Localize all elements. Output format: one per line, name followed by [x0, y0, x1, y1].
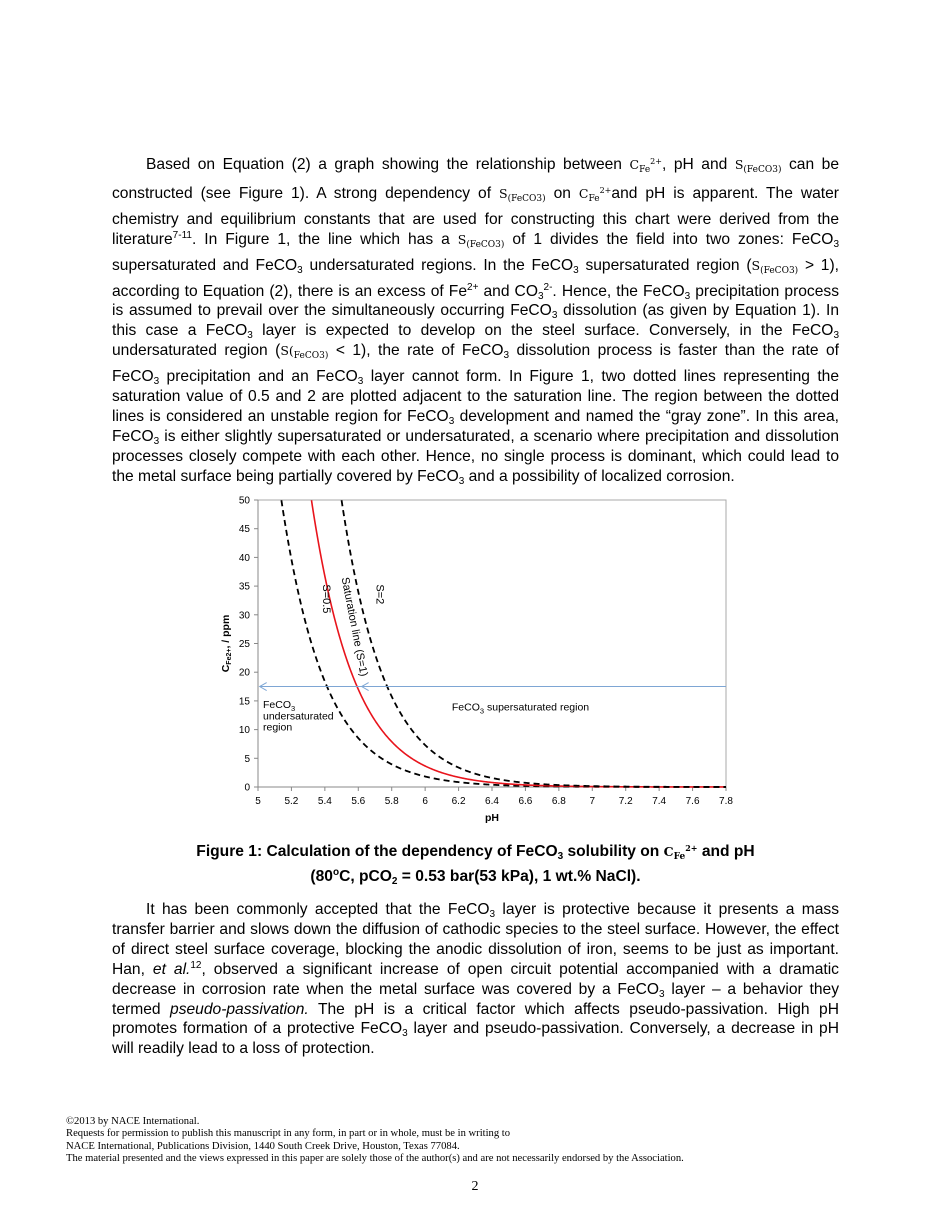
s-feco3-symbol: S(FeCO3): [498, 185, 546, 204]
footer-line: Requests for permission to publish this manuscript in any form, in part or in whole, must be in writing to: [66, 1128, 511, 1140]
y-tick-label: 20: [238, 667, 250, 679]
paragraph-1: Based on Equation (2) a graph showing the relationship between CFe$^{2+}$, pH and S(FeCO3) can be constructed (see Figure 1). A strong dependency of S(FeCO3) on CFe$^{2+}$and pH is apparent. The water chemistry and equilibrium constants that are used for constructing this chart were derived from the literature$^{7-11}$. In Figure 1, the line which has a S(FeCO3) of 1 divides the field into two zones: FeCO$_3$ supersaturated and FeCO$_3$ undersaturated regions. In the FeCO$_3$ supersaturated region (S(FeCO3) > 1), according to Equation (2), there is an excess of $Fe^{2+}$ and $CO_3^{2-}$. Hence, the FeCO$_3$ precipitation process is assumed to prevail over the simultaneously occurring FeCO$_3$ dissolution (as given by Equation 1). In this case a FeCO$_3$ layer is expected to develop on the steel surface. Conversely, in the FeCO$_3$ undersaturated region (S(FeCO3) < 1), the rate of FeCO$_3$ dissolution process is faster than the rate of FeCO$_3$ precipitation and an FeCO$_3$ layer cannot form. In Figure 1, two dotted lines representing the saturation value of 0.5 and 2 are plotted adjacent to the saturation line. The region between the dotted lines is considered an unstable region for FeCO$_3$ development and named the “gray zone”. In this area, FeCO$_3$ is either slightly supersaturated or undersaturated, a scenario where precipitation and dissolution processes closely compete with each other. Hence, no single process is dominant, which could lead to the metal surface being partially covered by FeCO$_3$ and a possibility of localized corrosion.: [112, 156, 840, 487]
s-feco3-symbol: S(FeCO3): [734, 157, 782, 175]
undersaturated-label-line-2: undersaturated: [263, 710, 334, 723]
saturation-line-curve: [311, 500, 726, 787]
c-fe-symbol: CFe$^{2+}$: [663, 843, 698, 862]
y-tick-label: 10: [238, 725, 250, 737]
y-tick-label: 25: [238, 639, 250, 650]
undersaturated-label-line-1: FeCO$_3$: [263, 698, 296, 713]
x-tick-label: 6: [422, 796, 428, 807]
series-label-saturation-line: Saturation line (S=1): [338, 576, 370, 678]
x-tick-label: 5.8: [384, 796, 399, 807]
x-tick-label: 6.8: [551, 796, 566, 807]
y-tick-label: 30: [238, 610, 250, 622]
c-fe-symbol: CFe$^{2+}$: [629, 157, 662, 175]
x-tick-label: 7: [589, 796, 596, 807]
caption-line-1: Figure 1: Calculation of the dependency of FeCO$_3$ solubility on CFe$^{2+}$ and pH: [196, 843, 755, 862]
x-tick-label: 7.6: [685, 796, 700, 807]
y-tick-label: 35: [238, 581, 250, 593]
y-tick-label: 40: [238, 552, 250, 564]
x-tick-label: 6.2: [451, 796, 466, 807]
s-2-curve: [342, 500, 726, 787]
chart-series: [260, 500, 726, 787]
y-tick-label: 45: [238, 524, 250, 536]
figure-caption: [112, 838, 839, 887]
c-fe-symbol: CFe$^{2+}$: [578, 185, 612, 204]
copyright-footer: [66, 1116, 684, 1166]
caption-line-2: (80$^o$C, pCO$_2$ = 0.53 bar(53 kPa), 1 wt.% NaCl).: [310, 867, 641, 887]
supersaturated-label: FeCO$_3$ supersaturated region: [451, 701, 590, 716]
s-feco3-symbol: S(FeCO3): [457, 231, 505, 250]
footer-line: ©2013 by NACE International.: [66, 1116, 200, 1127]
x-tick-label: 7.2: [618, 796, 633, 807]
s-feco3-symbol: S(: [280, 343, 294, 359]
x-tick-label: 7.8: [719, 796, 733, 807]
x-tick-label: 7.4: [652, 796, 667, 807]
y-tick-label: 5: [244, 753, 250, 765]
reference-superscript: 12: [190, 959, 202, 971]
y-axis-label: CFe2+, / ppm: [220, 614, 233, 673]
y-tick-label: 15: [238, 696, 250, 708]
x-tick-label: 5.6: [351, 796, 366, 807]
x-tick-label: 6.4: [485, 796, 499, 807]
y-tick-label: 0: [244, 782, 250, 794]
x-tick-label: 5.4: [317, 796, 332, 807]
y-tick-label: 50: [238, 495, 250, 507]
plot-frame: [258, 500, 726, 787]
undersaturated-label-line-3: region: [263, 721, 293, 734]
reference-superscript: 7-11: [172, 229, 192, 241]
feco3-solubility-chart: [215, 488, 755, 828]
x-tick-label: 5.2: [284, 796, 299, 807]
page-number: 2: [471, 1179, 479, 1194]
footer-line: The material presented and the views expressed in this paper are solely those of the author(s) and are not necessarily endorsed by the Association.: [66, 1153, 684, 1165]
paragraph-2: It has been commonly accepted that the FeCO$_3$ layer is protective because it presents a mass transfer barrier and slows down the diffusion of cathodic species to the steel surface. However, the effect of direct steel surface coverage, blocking the anodic dissolution of iron, seems to be just as important. Han, et al.$^{12}$, observed a significant increase of open circuit potential accompanied with a dramatic decrease in corrosion rate when the metal surface was covered by a FeCO$_3$ layer – a behavior they termed pseudo-passivation. The pH is a critical factor which affects pseudo-passivation. High pH promotes formation of a protective FeCO$_3$ layer and pseudo-passivation. Conversely, a decrease in pH will readily lead to a loss of protection.: [112, 901, 839, 1058]
x-tick-label: 5: [255, 796, 261, 807]
x-axis-label: pH: [485, 812, 499, 824]
x-tick-label: 6.6: [518, 796, 533, 807]
footer-line: NACE International, Publications Division, 1440 South Creek Drive, Houston, Texas 77084.: [66, 1140, 460, 1152]
s-feco3-symbol: S(FeCO3): [751, 257, 799, 276]
series-label-s-0-5: S=0.5: [320, 584, 333, 614]
series-label-s-2: S=2: [373, 584, 386, 605]
